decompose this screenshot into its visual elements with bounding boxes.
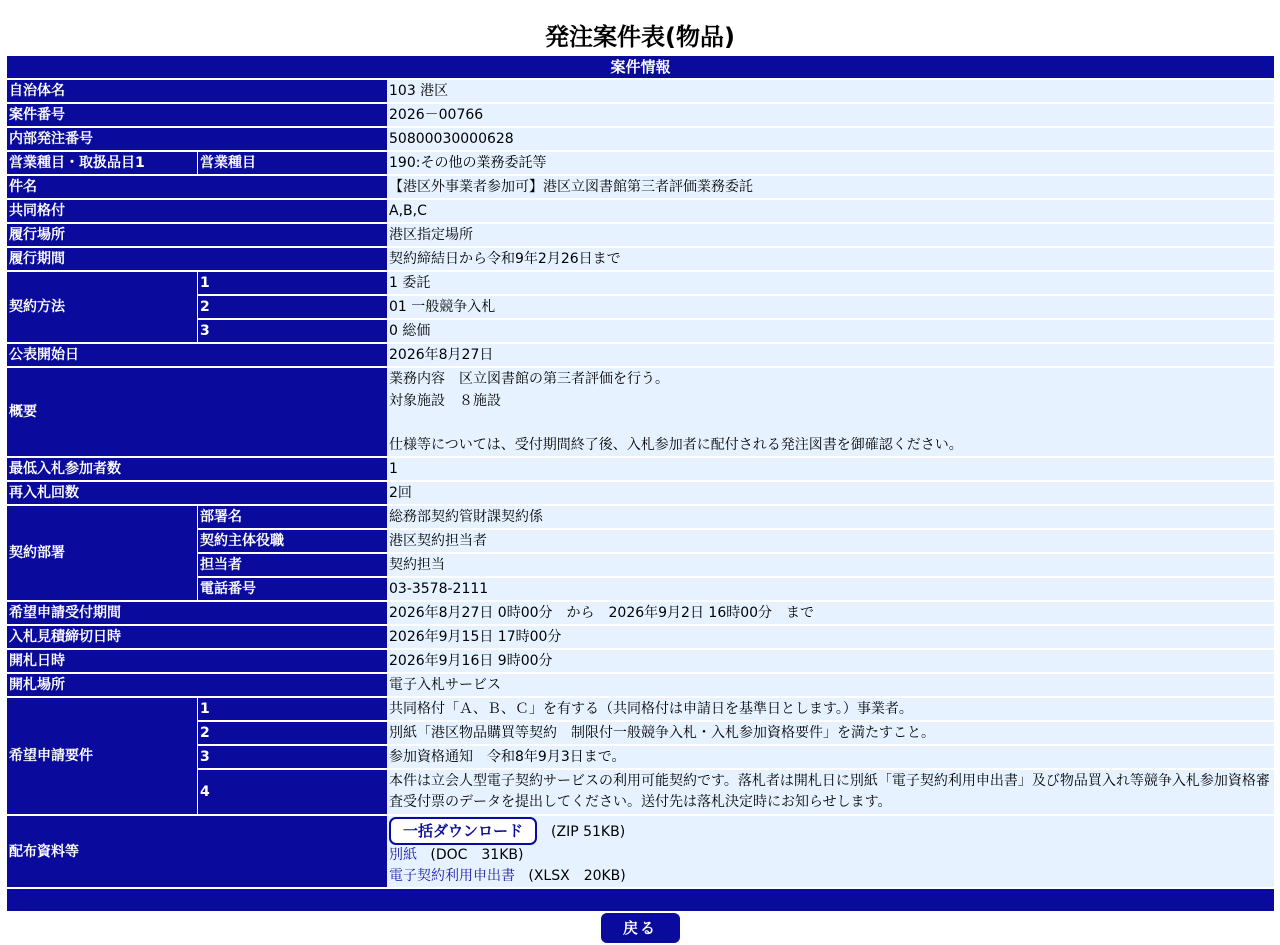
requirements-label: 希望申請要件 (7, 698, 197, 814)
requirement-value: 参加資格通知 令和8年9月3日まで。 (387, 746, 1274, 768)
internal-number-label: 内部発注番号 (7, 128, 387, 150)
footer-row (7, 889, 1274, 911)
contract-dept-sub-label: 契約主体役職 (197, 530, 387, 552)
requirement-no: 1 (197, 698, 387, 720)
min-bidders-label: 最低入札参加者数 (7, 458, 387, 480)
bulk-download-button[interactable]: 一括ダウンロード (389, 817, 537, 845)
section-header: 案件情報 (7, 56, 1274, 78)
row-publish-date (7, 344, 1274, 366)
requirement-value: 別紙「港区物品購買等契約 制限付一般競争入札・入札参加資格要件」を満たすこと。 (387, 722, 1274, 744)
row-contract-dept-4 (7, 578, 1274, 600)
requirement-no: 2 (197, 722, 387, 744)
file2-line (389, 866, 1272, 887)
contract-method-value: 1 委託 (387, 272, 1274, 294)
row-requirements-3 (7, 746, 1274, 768)
opening-place-label: 開札場所 (7, 674, 387, 696)
summary-value (387, 368, 1274, 456)
contract-dept-value: 契約担当 (387, 554, 1274, 576)
row-period (7, 248, 1274, 270)
row-requirements-4 (7, 770, 1274, 814)
case-info-table (7, 54, 1274, 913)
requirement-no: 3 (197, 746, 387, 768)
place-value: 港区指定場所 (387, 224, 1274, 246)
row-contract-method-1 (7, 272, 1274, 294)
row-subject (7, 176, 1274, 198)
row-application-period (7, 602, 1274, 624)
opening-place-value: 電子入札サービス (387, 674, 1274, 696)
row-contract-method-2 (7, 296, 1274, 318)
municipality-value: 103 港区 (387, 80, 1274, 102)
row-place (7, 224, 1274, 246)
row-rebid-count (7, 482, 1274, 504)
row-materials (7, 816, 1274, 887)
bid-deadline-label: 入札見積締切日時 (7, 626, 387, 648)
row-min-bidders (7, 458, 1274, 480)
internal-number-value: 50800030000628 (387, 128, 1274, 150)
row-requirements-2 (7, 722, 1274, 744)
period-value: 契約締結日から令和9年2月26日まで (387, 248, 1274, 270)
row-case-number (7, 104, 1274, 126)
row-contract-dept-3 (7, 554, 1274, 576)
contract-method-no: 1 (197, 272, 387, 294)
section-header-row (7, 56, 1274, 78)
row-contract-dept-1 (7, 506, 1274, 528)
contract-dept-sub-label: 担当者 (197, 554, 387, 576)
requirement-no: 4 (197, 770, 387, 814)
contract-dept-value: 総務部契約管財課契約係 (387, 506, 1274, 528)
row-business-type (7, 152, 1274, 174)
period-label: 履行期間 (7, 248, 387, 270)
row-requirements-1 (7, 698, 1274, 720)
row-contract-dept-2 (7, 530, 1274, 552)
case-number-label: 案件番号 (7, 104, 387, 126)
row-opening-date (7, 650, 1274, 672)
contract-method-no: 3 (197, 320, 387, 342)
min-bidders-value: 1 (387, 458, 1274, 480)
contract-method-value: 0 総価 (387, 320, 1274, 342)
summary-line: 仕様等については、受付期間終了後、入札参加者に配付される発注図書を御確認ください。 (389, 437, 963, 453)
contract-dept-label: 契約部署 (7, 506, 197, 600)
rebid-count-value: 2回 (387, 482, 1274, 504)
materials-value (387, 816, 1274, 887)
contract-method-label: 契約方法 (7, 272, 197, 342)
row-opening-place (7, 674, 1274, 696)
materials-label: 配布資料等 (7, 816, 387, 887)
summary-line: 業務内容 区立図書館の第三者評価を行う。 (389, 371, 669, 387)
row-contract-method-3 (7, 320, 1274, 342)
opening-date-label: 開札日時 (7, 650, 387, 672)
file1-info: (DOC 31KB) (430, 847, 524, 863)
footer-bar (7, 889, 1274, 911)
summary-line: 対象施設 ８施設 (389, 393, 501, 409)
row-bid-deadline (7, 626, 1274, 648)
application-period-label: 希望申請受付期間 (7, 602, 387, 624)
business-type-sub-label: 営業種目 (197, 152, 387, 174)
contract-dept-value: 港区契約担当者 (387, 530, 1274, 552)
business-type-label: 営業種目・取扱品目1 (7, 152, 197, 174)
place-label: 履行場所 (7, 224, 387, 246)
application-period-value: 2026年8月27日 0時00分 から 2026年9月2日 16時00分 まで (387, 602, 1274, 624)
publish-date-value: 2026年8月27日 (387, 344, 1274, 366)
download-line (389, 816, 1272, 845)
requirement-value: 本件は立会人型電子契約サービスの利用可能契約です。落札者は開札日に別紙「電子契約利用申出書」及び物品買入れ等競争入札参加資格審査受付票のデータを提出してください。送付先は落札決定時にお知らせします。 (387, 770, 1274, 814)
case-number-value: 2026－00766 (387, 104, 1274, 126)
row-joint-rating (7, 200, 1274, 222)
contract-method-value: 01 一般競争入札 (387, 296, 1274, 318)
requirement-value: 共同格付「Ａ、Ｂ、Ｃ」を有する（共同格付は申請日を基準日とします。）事業者。 (387, 698, 1274, 720)
publish-date-label: 公表開始日 (7, 344, 387, 366)
joint-rating-value: A,B,C (387, 200, 1274, 222)
row-municipality (7, 80, 1274, 102)
back-button-container (0, 913, 1280, 943)
summary-label: 概要 (7, 368, 387, 456)
contract-method-no: 2 (197, 296, 387, 318)
summary-blank-line (389, 412, 1272, 434)
row-summary (7, 368, 1274, 456)
opening-date-value: 2026年9月16日 9時00分 (387, 650, 1274, 672)
rebid-count-label: 再入札回数 (7, 482, 387, 504)
back-button[interactable]: 戻る (601, 913, 680, 943)
download-size: (ZIP 51KB) (551, 824, 626, 840)
joint-rating-label: 共同格付 (7, 200, 387, 222)
subject-label: 件名 (7, 176, 387, 198)
file1-link[interactable]: 別紙 (389, 847, 417, 863)
business-type-value: 190:その他の業務委託等 (387, 152, 1274, 174)
file1-line (389, 845, 1272, 866)
contract-dept-value: 03-3578-2111 (387, 578, 1274, 600)
contract-dept-sub-label: 部署名 (197, 506, 387, 528)
contract-dept-sub-label: 電話番号 (197, 578, 387, 600)
file2-info: (XLSX 20KB) (528, 868, 626, 884)
subject-value: 【港区外事業者参加可】港区立図書館第三者評価業務委託 (387, 176, 1274, 198)
page-title: 発注案件表(物品) (545, 23, 735, 51)
row-internal-number (7, 128, 1274, 150)
bid-deadline-value: 2026年9月15日 17時00分 (387, 626, 1274, 648)
file2-link[interactable]: 電子契約利用申出書 (389, 868, 515, 884)
municipality-label: 自治体名 (7, 80, 387, 102)
